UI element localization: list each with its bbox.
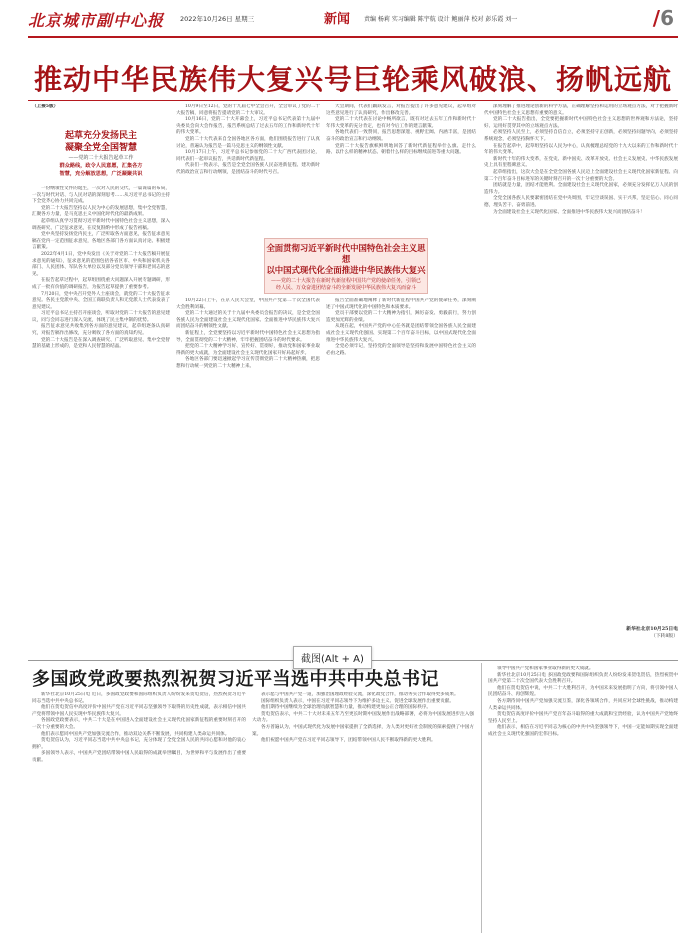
paragraph: 各方期待同中国共产党加强交流互鉴，深化各领域合作，共同应对全球性挑战，推动构建人类命运共同体。	[488, 698, 678, 711]
paragraph: 10月16日，党的二十大开幕会上，习近平总书记代表第十九届中央委员会向大会作报告，报告系统总结了过去五年的工作和新时代十年的伟大变革。	[176, 117, 320, 136]
paragraph: 党的二十大通过的关于十九届中央委员会报告的决议，是全党全国各族人民为全面建设社会主义现代化国家、全面推进中华民族伟大复兴而团结奋斗的纲领性文献。	[176, 311, 320, 330]
paragraph: 他们祝愿中国共产党在习近平同志领导下，团结带领中国人民不断取得新的更大胜利。	[261, 738, 436, 744]
paragraph: 全党全国各族人民要紧密团结在党中央周围，牢记空谈误国、实干兴邦，坚定信心、同心同德，埋头苦干、奋勇前进。	[484, 196, 678, 208]
paragraph: 10月22日上午，在京人民大会堂，中国共产党第二十次全国代表大会胜利闭幕。	[176, 298, 320, 310]
paragraph: 各地代表们一致赞同，报告思想深邃、视野宏阔、内涵丰富，是团结奋斗的政治宣言和行动纲领。	[326, 130, 476, 142]
paragraph: 新华社北京10月25日电 多国政党政要和国际组织负责人纷纷发来贺电贺信，热烈祝贺中国共产党第二十次全国代表大会胜利召开。	[488, 672, 678, 685]
paragraph: 党中央坚持发扬党内民主，广泛听取各方面意见，报告征求意见稿在党内一定范围征求意见，各地区各部门各方面认真讨论、积极建言献策。	[32, 232, 170, 251]
issue-date: 2022年10月26日 星期三	[180, 15, 255, 23]
continued-note: （下转8版）	[650, 634, 678, 639]
paragraph: 新华社北京10月25日电 近日，多国政党政要和国际组织负责人纷纷发来贺电贺信，热烈祝贺习近平同志当选中共中央总书记。	[32, 692, 246, 704]
paragraph: 全党必须牢记，坚持党的全面领导是坚持和发展中国特色社会主义的必由之路。	[326, 344, 476, 356]
quote-line-1: 全面贯彻习近平新时代中国特色社会主义思想	[266, 243, 426, 264]
paragraph: 表示愿与中国共产党一道，加强治国理政经验交流，深化政党合作，推动务实合作取得更多成果。	[261, 692, 459, 697]
paragraph: 起草组认真学习贯彻习近平新时代中国特色社会主义思想，深入调查研究、广泛征求意见，在反复斟酌中形成了报告初稿。	[32, 218, 170, 231]
paragraph: 报告征求意见共收集到各方面的意见建议，起草组逐条认真研究，对报告稿作出修改，充分吸收了各方面的真知灼见。	[32, 324, 170, 337]
paragraph: 党的二十大报告坚持以人民为中心的发展思想，集中全党智慧，汇聚各方力量，是马克思主义中国化时代化的最新成果。	[32, 205, 170, 218]
header-rule	[28, 36, 678, 38]
subhead-box	[32, 130, 170, 178]
screenshot-tooltip[interactable]: 截图(Alt + A)	[293, 646, 372, 669]
subhead-line-3: ——党的二十大报告起草工作	[68, 155, 134, 161]
subhead-line-4: 群众路线，政令人民意愿，汇集各方	[59, 163, 143, 169]
page-number-value: 6	[660, 6, 674, 30]
paragraph: 各国政党政要表示，中共二十大是在中国进入全面建设社会主义现代化国家新征程的重要时刻召开的一次十分重要的大会。	[32, 718, 246, 730]
paragraph: 党的二十大代表在讨论中畅所欲言，既有对过去五年工作和新时代十年伟大变革的充分肯定，也有对今后工作的建言献策。	[326, 117, 476, 129]
paragraph: 必须坚持人民至上，必须坚持自信自立，必须坚持守正创新，必须坚持问题导向，必须坚持系统观念，必须坚持胸怀天下。	[484, 130, 678, 142]
paragraph: 党员干部要以党的二十大精神为指引，踔厉奋发、勇毅前行，努力创造更加光辉的业绩。	[326, 311, 476, 323]
quote-line-2: 以中国式现代化全面推进中华民族伟大复兴	[266, 265, 426, 275]
article-column-1	[32, 186, 170, 642]
paragraph: 党的二十大报告旗帜鲜明地回答了新时代新征程举什么旗、走什么路、以什么样的精神状态、朝着什么样的目标继续前进等重大问题。	[326, 143, 476, 156]
paragraph: 为全面建设社会主义现代化国家、全面推进中华民族伟大复兴而团结奋斗！	[493, 209, 645, 215]
page-number: /6	[652, 6, 674, 30]
quote-line-3: ——党的二十大报告在新时代新征程中国共产党的使命任务，引领已经人民、万众奋进团结奋斗的全新发展中华民族伟大复兴而奋斗	[270, 278, 421, 291]
paragraph: 10月9日至12日，党的十九届七中全会召开，全会审议了党的二十大报告稿，同意将报告提请党的二十大审议。	[176, 104, 320, 116]
paragraph: 起草组指出，这次大会是在全党全国各族人民迈上全面建设社会主义现代化国家新征程、向第二个百年奋斗目标进军的关键时刻召开的一次十分重要的大会。	[484, 169, 678, 182]
paragraph: 从现在起，中国共产党的中心任务就是团结带领全国各族人民全面建成社会主义现代化强国、实现第二个百年奋斗目标，以中国式现代化全面推进中华民族伟大复兴。	[326, 324, 476, 343]
paragraph: 贺电贺信认为，习近平同志当选中共中央总书记，充分体现了全党全国人民的共同心愿和对他的衷心拥护。	[32, 738, 246, 750]
paragraph: 报告全面准确地阐释了新时代新征程中国共产党的使命任务，深刻阐述了中国式现代化的中国特色和本质要求。	[326, 298, 476, 310]
paragraph: 在报告起草过程中，起草组围绕重大问题深入开展专题调研，形成了一批有价值的调研报告，为报告起草提供了重要参考。	[32, 278, 170, 290]
main-headline: 推动中华民族伟大复兴号巨轮乘风破浪、扬帆远航	[33, 63, 672, 96]
second-article-column-2	[252, 692, 474, 936]
subhead-line-1: 起草充分发扬民主	[64, 131, 137, 141]
section-name: 新闻	[324, 12, 351, 27]
paragraph: 党的二十大报告指出，全党要把握新时代中国特色社会主义思想的世界观和方法论，坚持好、运用好贯穿其中的立场观点方法。	[484, 117, 678, 129]
paragraph: 新征程上，全党要坚持以习近平新时代中国特色社会主义思想为指导，全面贯彻党的二十大精神，牢牢把握团结奋斗的时代要求。	[176, 330, 320, 343]
subhead-line-2: 凝聚全党全国智慧	[64, 143, 137, 153]
highlight-quote-box	[264, 238, 428, 294]
article-column-4	[484, 104, 678, 622]
editor-credits: 责编 杨莉 实习编辑 陈宇航 设计 鲍丽萍 校对 彭乐霞 刘一	[364, 16, 518, 23]
subhead-line-5: 智慧，充分解放思想，广泛凝聚共识	[59, 171, 143, 177]
paragraph: 多国领导人表示，中国共产党团结带领中国人民取得的成就举世瞩目，为世界和平与发展作出了重要贡献。	[32, 751, 246, 763]
paragraph: 大会期间，代表们踊跃发言，对报告提出了许多意见建议，起草组对这些意见进行了认真研究，作出修改完善。	[326, 104, 476, 116]
paragraph: 贺电贺信高度评价中国共产党百年奋斗取得的重大成就和宝贵经验，认为中国共产党始终坚持人民至上。	[488, 712, 678, 724]
paragraph: 各地区各部门要迅速掀起学习宣传贯彻党的二十大精神热潮，把思想和行动统一到党的二十大精神上来。	[176, 357, 320, 369]
paragraph: 新时代十年的伟大变革，在党史、新中国史、改革开放史、社会主义发展史、中华民族发展史上具有里程碑意义。	[484, 156, 678, 169]
article-column-3-lower	[326, 298, 476, 642]
paragraph: 2022年4月1日，党中央发出《关于对党的二十大报告稿开展征求意见的通知》，征求意见的范围包括各省区市、中央和国家机关各部门、人民团体、军队各大单位以及部分党员领导干部和老同志的意见。	[32, 251, 170, 277]
article-column-2-lower	[176, 298, 320, 642]
paragraph: 他们期待中国继续为全球治理贡献智慧和力量，推动构建更加公正合理的国际秩序。	[261, 705, 431, 711]
paragraph: 他们表示愿同中国共产党加强交流合作，推动双边关系不断发展，共同构建人类命运共同体。	[41, 731, 230, 737]
second-article-column-3	[488, 666, 678, 936]
lead-line: （上接5版）	[32, 104, 59, 109]
paragraph: 7月20日，党中央召开党外人士座谈会，就党的二十大报告征求意见。各民主党派中央、全国工商联负责人和无党派人士代表发表了意见建议。	[32, 291, 170, 310]
paragraph: 他们在贺电贺信中高度评价中国共产党在习近平同志坚强领导下取得的历史性成就，表示相信中国共产党将带领中国人民实现中华民族伟大复兴。	[32, 705, 246, 717]
article-column-2	[176, 104, 320, 234]
paragraph: 党的二十大代表来自全国各地区各方面，他们围绕报告进行了认真讨论，普遍认为报告是一篇马克思主义的纲领性文献。	[176, 136, 320, 149]
paragraph: 国际组织负责人表示，中国在习近平同志领导下为维护多边主义、促进全球发展作出重要贡献。	[261, 698, 454, 704]
dateline: 新华社北京10月25日电	[626, 626, 678, 632]
second-headline: 多国政党政要热烈祝贺习近平当选中共中央总书记	[32, 669, 439, 690]
paragraph: 习近平总书记主持召开座谈会，听取对党的二十大报告的意见建议，同与会同志进行深入交流，体现了民主集中制的优势。	[32, 311, 170, 323]
paragraph: 10月17日上午，习近平总书记参加党的二十大广西代表团讨论，同代表们一起审议报告，共话新时代新征程。	[176, 150, 320, 162]
paragraph: 他们表示，相信在习近平同志为核心的中共中央坚强领导下，中国一定能如期实现全面建成社会主义现代化强国的宏伟目标。	[488, 725, 678, 737]
paragraph: 领导中国共产党和国家事业取得新的更大成就。	[497, 666, 594, 671]
paragraph: 一份纲领性文件的诞生，一次对人民的交代，一篇谋篇的布局，一次与时代对话、与人民对话的深刻思考……从习近平总书记的主持下全党齐心协力共同完成。	[32, 186, 170, 205]
column-divider	[481, 663, 482, 933]
paragraph: 在报告起草中，起草组坚持以人民为中心，认真梳理总结党的十九大以来的工作和新时代十年的伟大变革。	[484, 143, 678, 156]
paragraph: 代表们一致表示，报告是全党全国各族人民奋进新征程、建功新时代的政治宣言和行动纲领，是团结奋斗的时代号召。	[176, 163, 320, 175]
paragraph: 他们在贺电贺信中说，中共二十大胜利召开，为中国未来发展指明了方向，将引领中国人民团结奋斗、再创辉煌。	[488, 685, 678, 698]
paragraph: 团结就是力量，团结才能胜利。全面建设社会主义现代化国家，必须充分发挥亿万人民的创造伟力。	[484, 183, 678, 195]
paragraph: 把党的二十大精神学习好、宣传好、贯彻好，推动党和国家事业取得新的更大成就，为全面建设社会主义现代化国家开好局起好步。	[176, 344, 320, 356]
newspaper-name: 北京城市副中心报	[28, 11, 165, 30]
paragraph: 贺电贺信表示，中共二十大对未来五年乃至更长时期中国发展作出战略部署，必将为中国发展进步注入强大动力。	[252, 711, 474, 724]
article-column-1-lead	[32, 104, 170, 124]
paragraph: 各方普遍认为，中国式现代化为发展中国家提供了全新选择，为人类对更好社会制度的探索提供了中国方案。	[252, 724, 474, 737]
paragraph: 党的二十大报告是在深入调查研究、广泛听取意见、集中全党智慧的基础上形成的，是党和人民智慧的结晶。	[32, 337, 170, 350]
second-article-column-1	[32, 692, 246, 936]
masthead	[28, 6, 688, 36]
article-column-3	[326, 104, 476, 234]
paragraph: 深刻理解了推进理论创新的科学方法，正确理解坚持和运用的立场观点方法，对于把握新时代中国特色社会主义思想有重要的意义。	[484, 104, 678, 116]
headline-rule	[28, 100, 678, 101]
